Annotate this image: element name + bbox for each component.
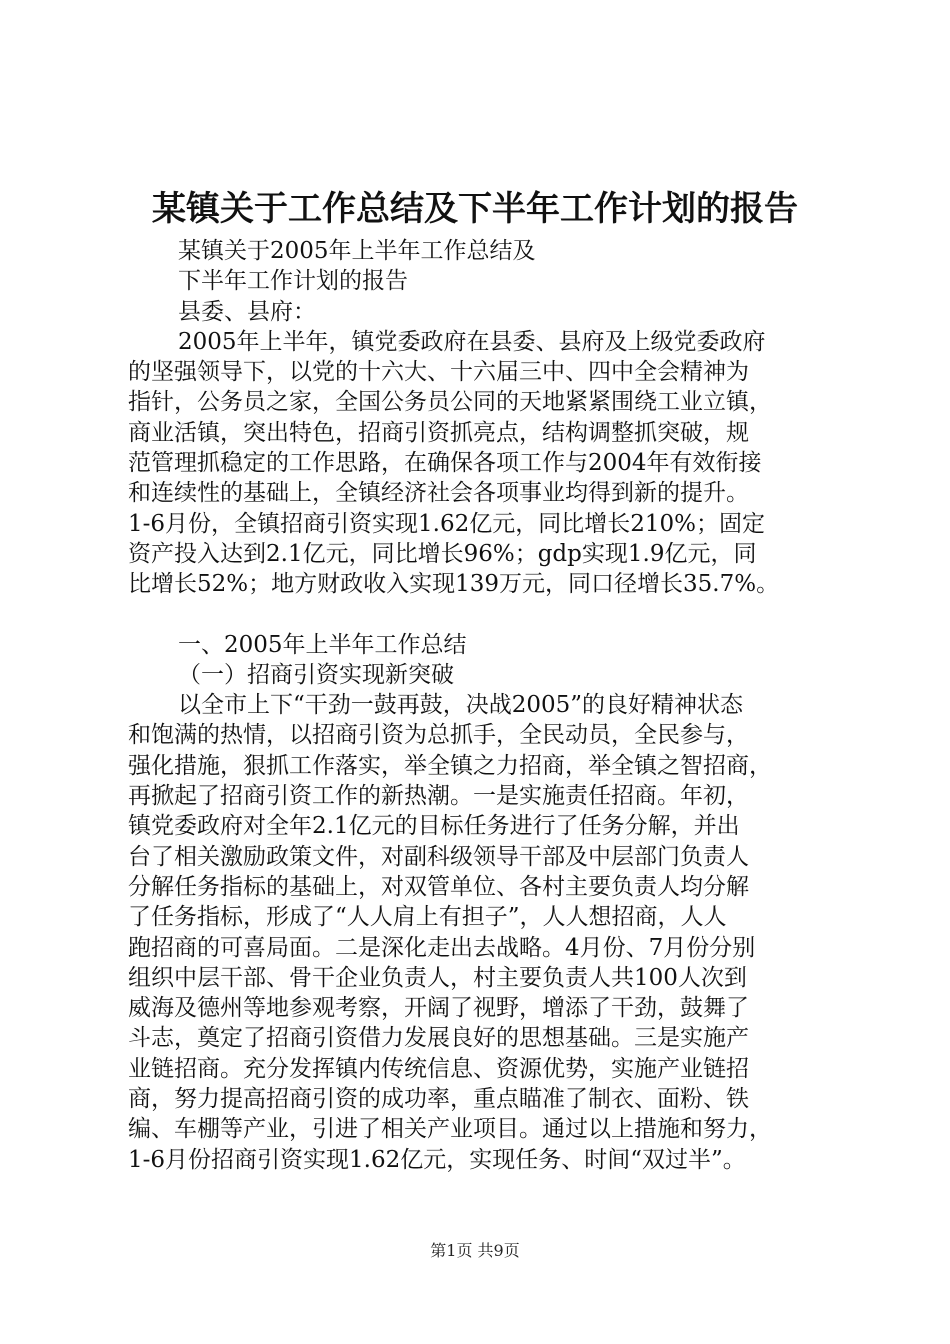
page-indicator: 第1页 共9页 bbox=[430, 1241, 520, 1260]
body-line: 分解任务指标的基础上，对双管单位、各村主要负责人均分解 bbox=[128, 873, 749, 900]
body-line: 1-6月份招商引资实现1.62亿元，实现任务、时间“双过半”。 bbox=[128, 1146, 746, 1173]
document-title: 某镇关于工作总结及下半年工作计划的报告 bbox=[152, 189, 798, 229]
body-line: 镇党委政府对全年2.1亿元的目标任务进行了任务分解，并出 bbox=[128, 813, 740, 840]
body-paragraph bbox=[128, 690, 828, 1175]
body-line: 跑招商的可喜局面。二是深化走出去战略。4月份、7月份分别 bbox=[128, 934, 756, 961]
body-line: 威海及德州等地参观考察，开阔了视野，增添了干劲，鼓舞了 bbox=[128, 995, 749, 1022]
intro-paragraph bbox=[128, 327, 828, 600]
body-line: 组织中层干部、骨干企业负责人，村主要负责人共100人次到 bbox=[128, 964, 747, 991]
intro-line: 商业活镇，突出特色，招商引资抓亮点，结构调整抓突破，规 bbox=[128, 419, 749, 446]
body-line: 台了相关激励政策文件，对副科级领导干部及中层部门负责人 bbox=[128, 843, 749, 870]
body-line: 强化措施，狠抓工作落实，举全镇之力招商，举全镇之智招商， bbox=[128, 752, 772, 779]
body-line: 业链招商。充分发挥镇内传统信息、资源优势，实施产业链招 bbox=[128, 1055, 749, 1082]
subtitle-line-1: 某镇关于2005年上半年工作总结及 bbox=[178, 238, 536, 264]
salutation: 县委、县府： bbox=[178, 298, 316, 325]
intro-line: 指针，公务员之家，全国公务员公同的天地紧紧围绕工业立镇， bbox=[128, 389, 772, 416]
intro-line: 1-6月份，全镇招商引资实现1.62亿元，同比增长210%；固定 bbox=[128, 510, 766, 537]
intro-line: 范管理抓稳定的工作思路，在确保各项工作与2004年有效衔接 bbox=[128, 450, 762, 477]
subtitle-line-2: 下半年工作计划的报告 bbox=[178, 268, 408, 295]
document-body bbox=[128, 236, 828, 1175]
subsection-heading: （一）招商引资实现新突破 bbox=[178, 661, 454, 688]
body-line: 再掀起了招商引资工作的新热潮。一是实施责任招商。年初， bbox=[128, 783, 749, 810]
intro-line: 和连续性的基础上，全镇经济社会各项事业均得到新的提升。 bbox=[128, 480, 749, 507]
body-line: 以全市上下“干劲一鼓再鼓，决战2005”的良好精神状态 bbox=[178, 692, 744, 719]
intro-line: 的坚强领导下，以党的十六大、十六届三中、四中全会精神为 bbox=[128, 359, 749, 386]
body-line: 了任务指标，形成了“人人肩上有担子”，人人想招商，人人 bbox=[128, 904, 727, 931]
paragraph-spacer bbox=[128, 600, 828, 630]
body-line: 商，努力提高招商引资的成功率，重点瞄准了制衣、面粉、铁 bbox=[128, 1086, 749, 1113]
intro-line: 2005年上半年，镇党委政府在县委、县府及上级党委政府 bbox=[178, 328, 766, 355]
body-line: 斗志，奠定了招商引资借力发展良好的思想基础。三是实施产 bbox=[128, 1025, 749, 1052]
intro-line: 资产投入达到2.1亿元，同比增长96%；gdp实现1.9亿元，同 bbox=[128, 540, 757, 567]
body-line: 编、车棚等产业，引进了相关产业项目。通过以上措施和努力， bbox=[128, 1116, 772, 1143]
intro-line: 比增长52%；地方财政收入实现139万元，同口径增长35.7%。 bbox=[128, 571, 780, 598]
section-heading: 一、2005年上半年工作总结 bbox=[178, 631, 467, 658]
body-line: 和饱满的热情，以招商引资为总抓手，全民动员，全民参与， bbox=[128, 722, 749, 749]
